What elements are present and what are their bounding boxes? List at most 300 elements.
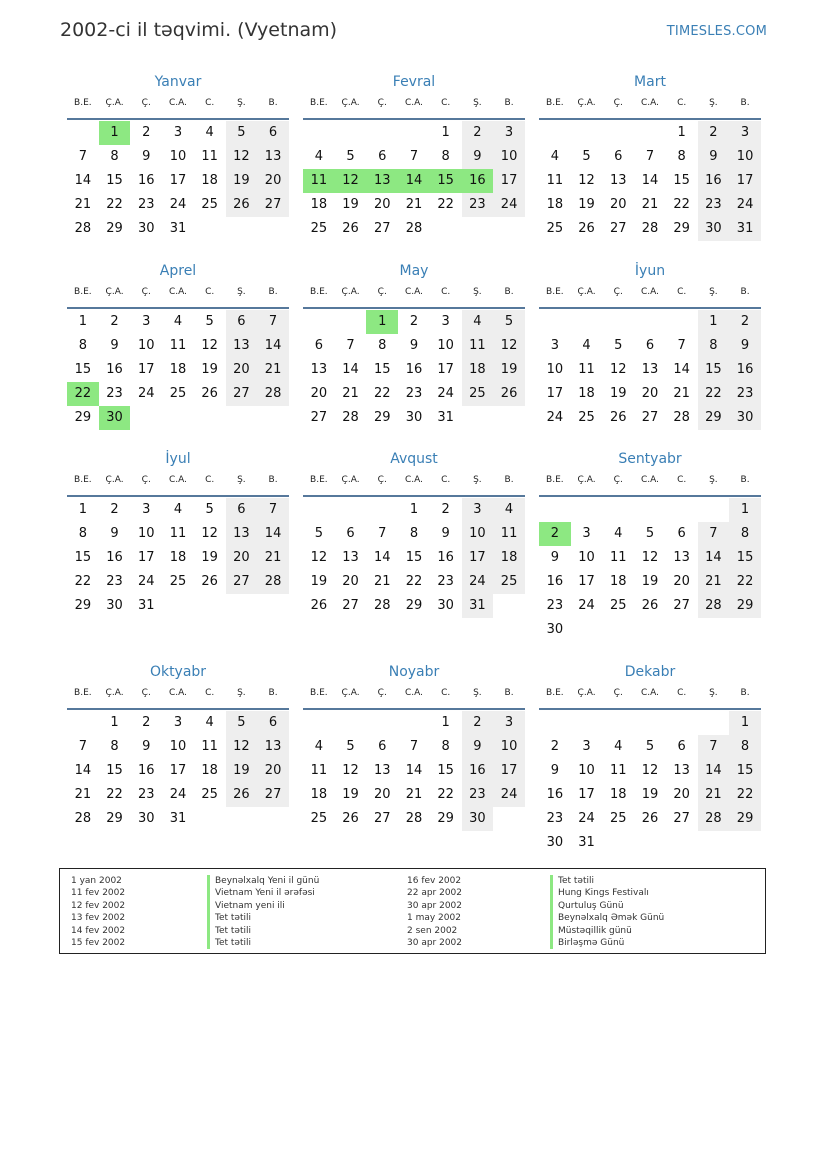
weekday-label: Ş. bbox=[709, 98, 718, 108]
weekday-label: Ş. bbox=[473, 98, 482, 108]
day-cell: 19 bbox=[578, 197, 595, 212]
weekday-label: Ç.A. bbox=[577, 98, 596, 108]
page-title: 2002-ci il təqvimi. (Vyetnam) bbox=[60, 19, 338, 41]
legend-date: 1 yan 2002 bbox=[71, 876, 122, 886]
month-name: İyun bbox=[634, 263, 666, 279]
day-cell: 2 bbox=[550, 739, 559, 754]
holiday-legend bbox=[59, 868, 766, 954]
day-cell: 22 bbox=[74, 574, 92, 589]
day-cell: 25 bbox=[493, 570, 525, 594]
weekday-label: Ç. bbox=[613, 287, 623, 297]
day-cell: 8 bbox=[110, 739, 119, 754]
empty-cell bbox=[335, 121, 367, 145]
day-cell: 16 bbox=[106, 550, 123, 565]
day-cell: 2 bbox=[110, 314, 119, 329]
day-grid bbox=[303, 498, 525, 618]
month-3 bbox=[539, 72, 761, 241]
legend-holiday-name: Birləşmə Günü bbox=[550, 937, 664, 949]
day-cell: 12 bbox=[609, 362, 627, 377]
day-cell: 8 bbox=[698, 334, 730, 358]
day-cell: 24 bbox=[137, 386, 155, 401]
day-cell: 14 bbox=[74, 173, 92, 188]
day-cell: 24 bbox=[578, 811, 595, 826]
empty-cell bbox=[698, 711, 730, 735]
day-cell: 28 bbox=[673, 410, 690, 425]
legend-holiday-name: Hung Kings Festivalı bbox=[550, 887, 664, 899]
weekday-header bbox=[303, 686, 525, 710]
day-cell: 22 bbox=[673, 197, 690, 212]
day-cell: 16 bbox=[405, 362, 423, 377]
day-cell: 28 bbox=[257, 570, 289, 594]
day-cell: 24 bbox=[137, 574, 155, 589]
empty-cell bbox=[366, 121, 398, 145]
day-cell: 30 bbox=[546, 835, 564, 850]
day-cell: 14 bbox=[641, 173, 659, 188]
day-cell: 2 bbox=[409, 314, 419, 329]
day-cell: 6 bbox=[314, 338, 323, 353]
weekday-label: B. bbox=[740, 688, 750, 698]
day-cell: 28 bbox=[373, 598, 391, 613]
day-cell: 9 bbox=[441, 526, 450, 541]
month-name: Yanvar bbox=[154, 74, 202, 90]
day-cell: 1 bbox=[409, 502, 419, 517]
day-cell: 4 bbox=[173, 314, 183, 329]
day-cell: 20 bbox=[673, 574, 690, 589]
weekday-header bbox=[303, 473, 525, 497]
day-cell: 25 bbox=[310, 811, 328, 826]
day-cell: 28 bbox=[74, 811, 92, 826]
day-cell: 9 bbox=[409, 338, 419, 353]
legend-date: 22 apr 2002 bbox=[407, 888, 463, 899]
weekday-label: Ç. bbox=[141, 287, 151, 297]
day-cell: 15 bbox=[729, 759, 761, 783]
day-cell: 3 bbox=[582, 739, 591, 754]
weekday-label: Ç.A. bbox=[105, 475, 124, 485]
day-cell: 4 bbox=[205, 715, 214, 730]
day-cell: 21 bbox=[698, 570, 730, 594]
empty-cell bbox=[398, 711, 430, 735]
day-cell: 14 bbox=[698, 546, 730, 570]
weekday-label: C.A. bbox=[404, 688, 423, 698]
day-cell: 10 bbox=[493, 145, 525, 169]
day-cell: 9 bbox=[462, 145, 494, 169]
legend-holiday-name: Tet tətili bbox=[550, 875, 664, 887]
day-cell: 11 bbox=[169, 526, 187, 541]
day-cell: 30 bbox=[462, 807, 494, 831]
day-cell: 18 bbox=[609, 787, 627, 802]
day-cell: 17 bbox=[437, 362, 454, 377]
day-cell: 19 bbox=[342, 197, 359, 212]
weekday-label: B. bbox=[504, 287, 514, 297]
day-cell: 11 bbox=[546, 173, 564, 188]
day-cell: 11 bbox=[609, 550, 627, 565]
legend-holiday-name: Beynəlxalq Əmək Günü bbox=[550, 912, 664, 924]
weekday-label: B.E. bbox=[74, 287, 92, 297]
day-cell: 6 bbox=[257, 711, 289, 735]
day-cell: 20 bbox=[373, 197, 391, 212]
day-grid bbox=[303, 711, 525, 831]
day-cell: 4 bbox=[314, 149, 323, 164]
day-cell: 31 bbox=[169, 221, 187, 236]
day-cell: 26 bbox=[201, 574, 218, 589]
day-cell: 22 bbox=[437, 787, 454, 802]
holiday-day-cell: 2 bbox=[539, 522, 571, 546]
weekday-header bbox=[539, 686, 761, 710]
weekday-label: Ş. bbox=[237, 287, 246, 297]
day-cell: 14 bbox=[673, 362, 690, 377]
month-name: Noyabr bbox=[388, 664, 440, 680]
day-cell: 2 bbox=[441, 502, 450, 517]
weekday-label: Ç.A. bbox=[105, 98, 124, 108]
weekday-label: B. bbox=[740, 98, 750, 108]
empty-cell bbox=[571, 310, 603, 334]
month-12 bbox=[539, 662, 761, 855]
day-cell: 2 bbox=[462, 711, 494, 735]
day-cell: 2 bbox=[698, 121, 730, 145]
day-cell: 4 bbox=[493, 498, 525, 522]
day-cell: 6 bbox=[378, 739, 387, 754]
holiday-day-cell: 11 bbox=[303, 169, 335, 193]
day-cell: 19 bbox=[226, 169, 258, 193]
legend-date: 30 apr 2002 bbox=[407, 938, 463, 949]
day-cell: 8 bbox=[409, 526, 419, 541]
weekday-label: C.A. bbox=[404, 475, 423, 485]
weekday-label: B.E. bbox=[546, 287, 564, 297]
day-cell: 24 bbox=[169, 787, 187, 802]
day-cell: 27 bbox=[673, 598, 690, 613]
day-cell: 5 bbox=[346, 739, 355, 754]
day-cell: 14 bbox=[257, 522, 289, 546]
empty-cell bbox=[698, 498, 730, 522]
legend-date: 13 fev 2002 bbox=[71, 913, 126, 924]
day-cell: 13 bbox=[609, 173, 627, 188]
day-cell: 26 bbox=[493, 382, 525, 406]
empty-cell bbox=[539, 711, 571, 735]
day-cell: 11 bbox=[201, 149, 218, 164]
day-cell: 29 bbox=[437, 811, 454, 826]
day-cell: 26 bbox=[609, 410, 627, 425]
weekday-label: B. bbox=[504, 98, 514, 108]
day-cell: 29 bbox=[373, 410, 391, 425]
day-cell: 19 bbox=[641, 787, 659, 802]
day-cell: 12 bbox=[226, 145, 258, 169]
day-cell: 15 bbox=[729, 546, 761, 570]
day-cell: 28 bbox=[342, 410, 359, 425]
weekday-label: B. bbox=[740, 475, 750, 485]
day-cell: 7 bbox=[346, 338, 355, 353]
weekday-label: C.A. bbox=[640, 475, 659, 485]
holiday-day-cell: 13 bbox=[366, 169, 398, 193]
legend-dates-left bbox=[71, 875, 125, 949]
empty-cell bbox=[602, 498, 634, 522]
day-cell: 7 bbox=[78, 149, 87, 164]
day-cell: 3 bbox=[493, 121, 525, 145]
weekday-label: Ç. bbox=[141, 98, 151, 108]
day-cell: 17 bbox=[578, 787, 595, 802]
legend-names-right bbox=[550, 875, 664, 949]
day-cell: 26 bbox=[641, 598, 659, 613]
day-cell: 31 bbox=[437, 410, 454, 425]
day-cell: 22 bbox=[729, 570, 761, 594]
day-cell: 25 bbox=[201, 197, 218, 212]
empty-cell bbox=[602, 711, 634, 735]
empty-cell bbox=[366, 498, 398, 522]
day-cell: 26 bbox=[226, 783, 258, 807]
weekday-label: Ç. bbox=[377, 287, 387, 297]
weekday-label: Ç. bbox=[613, 98, 623, 108]
empty-cell bbox=[571, 711, 603, 735]
day-cell: 8 bbox=[729, 735, 761, 759]
day-cell: 23 bbox=[137, 787, 155, 802]
day-cell: 24 bbox=[578, 598, 595, 613]
weekday-label: Ç.A. bbox=[341, 287, 360, 297]
day-cell: 7 bbox=[257, 498, 289, 522]
day-cell: 3 bbox=[493, 711, 525, 735]
empty-cell bbox=[634, 711, 666, 735]
month-name: Oktyabr bbox=[149, 664, 207, 680]
day-cell: 10 bbox=[462, 522, 494, 546]
day-cell: 4 bbox=[314, 739, 323, 754]
day-cell: 19 bbox=[201, 550, 218, 565]
empty-cell bbox=[666, 711, 698, 735]
day-cell: 18 bbox=[462, 358, 494, 382]
day-cell: 25 bbox=[609, 811, 627, 826]
day-cell: 15 bbox=[373, 362, 391, 377]
day-cell: 24 bbox=[493, 783, 525, 807]
day-cell: 26 bbox=[578, 221, 595, 236]
weekday-label: B. bbox=[740, 287, 750, 297]
day-grid bbox=[539, 711, 761, 855]
day-cell: 31 bbox=[137, 598, 155, 613]
day-cell: 21 bbox=[698, 783, 730, 807]
day-cell: 6 bbox=[645, 338, 655, 353]
day-cell: 14 bbox=[698, 759, 730, 783]
day-cell: 7 bbox=[409, 149, 419, 164]
day-cell: 6 bbox=[378, 149, 387, 164]
day-cell: 17 bbox=[462, 546, 494, 570]
weekday-label: B. bbox=[504, 475, 514, 485]
day-cell: 17 bbox=[578, 574, 595, 589]
day-cell: 1 bbox=[441, 125, 450, 140]
empty-cell bbox=[571, 121, 603, 145]
day-cell: 5 bbox=[205, 502, 214, 517]
weekday-label: B.E. bbox=[74, 475, 92, 485]
weekday-header bbox=[67, 96, 289, 120]
legend-holiday-name: Beynəlxalq Yeni il günü bbox=[207, 875, 319, 887]
day-cell: 8 bbox=[78, 338, 87, 353]
weekday-header bbox=[539, 473, 761, 497]
weekday-label: B. bbox=[268, 475, 278, 485]
day-cell: 17 bbox=[546, 386, 564, 401]
day-cell: 5 bbox=[205, 314, 214, 329]
day-cell: 30 bbox=[437, 598, 454, 613]
day-cell: 29 bbox=[729, 594, 761, 618]
legend-holiday-name: Vietnam Yeni il ərəfəsi bbox=[207, 887, 319, 899]
day-cell: 3 bbox=[441, 314, 450, 329]
day-cell: 12 bbox=[201, 526, 218, 541]
day-cell: 18 bbox=[310, 197, 328, 212]
weekday-label: C.A. bbox=[404, 98, 423, 108]
weekday-label: Ş. bbox=[709, 688, 718, 698]
day-cell: 14 bbox=[257, 334, 289, 358]
day-cell: 21 bbox=[74, 787, 92, 802]
holiday-day-cell: 1 bbox=[366, 310, 398, 334]
day-cell: 13 bbox=[226, 522, 258, 546]
day-cell: 26 bbox=[342, 811, 359, 826]
month-name: Dekabr bbox=[624, 664, 676, 680]
holiday-day-cell: 12 bbox=[335, 169, 367, 193]
day-cell: 16 bbox=[546, 574, 564, 589]
weekday-label: Ç.A. bbox=[341, 475, 360, 485]
holiday-day-cell: 15 bbox=[430, 169, 462, 193]
day-cell: 20 bbox=[342, 574, 359, 589]
weekday-label: B. bbox=[268, 287, 278, 297]
day-cell: 6 bbox=[614, 149, 623, 164]
month-7 bbox=[67, 449, 289, 618]
day-cell: 5 bbox=[226, 711, 258, 735]
day-cell: 17 bbox=[493, 759, 525, 783]
day-cell: 29 bbox=[106, 221, 123, 236]
legend-holiday-name: Müstəqillik günü bbox=[550, 925, 664, 937]
day-cell: 3 bbox=[173, 715, 183, 730]
day-cell: 1 bbox=[729, 711, 761, 735]
day-cell: 9 bbox=[550, 763, 559, 778]
day-grid bbox=[539, 498, 761, 642]
month-1 bbox=[67, 72, 289, 241]
day-cell: 16 bbox=[729, 358, 761, 382]
day-cell: 21 bbox=[257, 546, 289, 570]
empty-cell bbox=[634, 121, 666, 145]
empty-cell bbox=[335, 498, 367, 522]
weekday-label: C.A. bbox=[168, 287, 187, 297]
day-cell: 14 bbox=[405, 763, 423, 778]
day-cell: 19 bbox=[493, 358, 525, 382]
day-cell: 13 bbox=[673, 763, 690, 778]
day-cell: 2 bbox=[729, 310, 761, 334]
day-cell: 21 bbox=[257, 358, 289, 382]
day-cell: 10 bbox=[137, 338, 155, 353]
day-grid bbox=[539, 121, 761, 241]
weekday-label: Ç.A. bbox=[577, 475, 596, 485]
empty-cell bbox=[539, 121, 571, 145]
day-cell: 13 bbox=[673, 550, 690, 565]
day-cell: 2 bbox=[142, 715, 151, 730]
day-cell: 6 bbox=[226, 310, 258, 334]
day-cell: 27 bbox=[373, 221, 391, 236]
day-cell: 1 bbox=[78, 502, 87, 517]
day-cell: 10 bbox=[169, 739, 187, 754]
legend-date: 16 fev 2002 bbox=[407, 876, 462, 886]
empty-cell bbox=[539, 498, 571, 522]
legend-date: 14 fev 2002 bbox=[71, 925, 126, 936]
legend-date: 12 fev 2002 bbox=[71, 900, 126, 911]
day-cell: 29 bbox=[729, 807, 761, 831]
weekday-label: Ç.A. bbox=[341, 98, 360, 108]
day-cell: 6 bbox=[257, 121, 289, 145]
day-cell: 18 bbox=[169, 550, 187, 565]
day-cell: 16 bbox=[546, 787, 564, 802]
day-cell: 8 bbox=[441, 739, 450, 754]
day-cell: 22 bbox=[106, 787, 123, 802]
empty-cell bbox=[303, 121, 335, 145]
empty-cell bbox=[335, 711, 367, 735]
day-grid bbox=[67, 310, 289, 430]
weekday-label: Ç. bbox=[377, 98, 387, 108]
day-cell: 28 bbox=[257, 382, 289, 406]
day-cell: 16 bbox=[137, 173, 155, 188]
day-cell: 10 bbox=[437, 338, 454, 353]
legend-dates-right bbox=[407, 875, 462, 949]
legend-date: 2 sen 2002 bbox=[407, 925, 458, 936]
weekday-label: B. bbox=[268, 98, 278, 108]
weekday-label: B.E. bbox=[546, 688, 564, 698]
day-cell: 5 bbox=[614, 338, 623, 353]
weekday-header bbox=[303, 285, 525, 309]
day-cell: 18 bbox=[493, 546, 525, 570]
day-cell: 13 bbox=[373, 763, 391, 778]
day-cell: 3 bbox=[142, 314, 151, 329]
weekday-label: C. bbox=[677, 688, 687, 698]
day-cell: 15 bbox=[673, 173, 690, 188]
day-grid bbox=[539, 310, 761, 430]
day-cell: 17 bbox=[169, 763, 187, 778]
day-cell: 28 bbox=[698, 807, 730, 831]
day-cell: 21 bbox=[405, 787, 423, 802]
day-cell: 19 bbox=[641, 574, 659, 589]
day-cell: 12 bbox=[641, 550, 659, 565]
empty-cell bbox=[602, 310, 634, 334]
weekday-label: Ç. bbox=[613, 688, 623, 698]
weekday-header bbox=[303, 96, 525, 120]
weekday-header bbox=[539, 96, 761, 120]
day-cell: 30 bbox=[137, 221, 155, 236]
day-cell: 14 bbox=[373, 550, 391, 565]
empty-cell bbox=[634, 310, 666, 334]
day-cell: 19 bbox=[609, 386, 627, 401]
day-cell: 22 bbox=[405, 574, 423, 589]
month-2 bbox=[303, 72, 525, 241]
weekday-label: Ç.A. bbox=[341, 688, 360, 698]
day-cell: 16 bbox=[437, 550, 454, 565]
weekday-header bbox=[67, 473, 289, 497]
day-cell: 10 bbox=[169, 149, 187, 164]
weekday-label: B.E. bbox=[546, 98, 564, 108]
day-cell: 12 bbox=[226, 735, 258, 759]
month-9 bbox=[539, 449, 761, 642]
day-cell: 10 bbox=[546, 362, 564, 377]
day-cell: 10 bbox=[137, 526, 155, 541]
weekday-label: Ç. bbox=[613, 475, 623, 485]
day-cell: 22 bbox=[106, 197, 123, 212]
day-cell: 25 bbox=[310, 221, 328, 236]
day-cell: 21 bbox=[673, 386, 690, 401]
day-cell: 12 bbox=[342, 763, 359, 778]
month-5 bbox=[303, 261, 525, 430]
day-cell: 24 bbox=[437, 386, 454, 401]
day-cell: 5 bbox=[314, 526, 323, 541]
day-cell: 23 bbox=[405, 386, 423, 401]
legend-holiday-name: Tet tətili bbox=[207, 925, 319, 937]
day-cell: 5 bbox=[226, 121, 258, 145]
day-cell: 4 bbox=[614, 739, 623, 754]
day-cell: 7 bbox=[78, 739, 87, 754]
day-cell: 23 bbox=[437, 574, 454, 589]
day-cell: 16 bbox=[106, 362, 123, 377]
day-cell: 18 bbox=[169, 362, 187, 377]
brand-link[interactable]: TIMESLES.COM bbox=[666, 24, 767, 39]
day-cell: 23 bbox=[462, 783, 494, 807]
empty-cell bbox=[67, 711, 99, 735]
